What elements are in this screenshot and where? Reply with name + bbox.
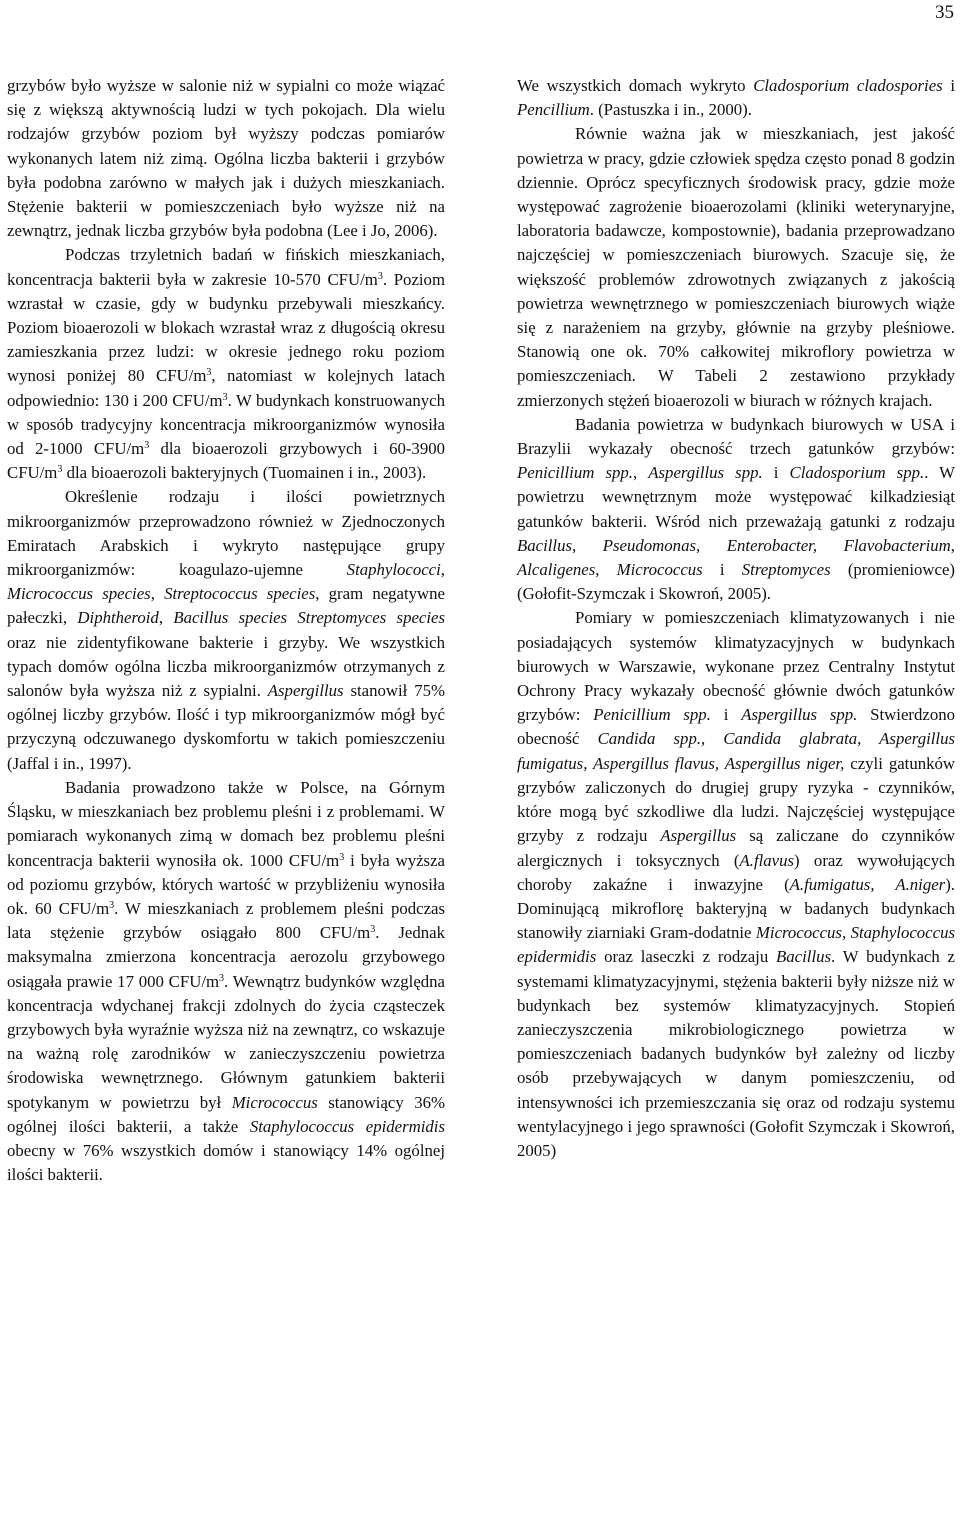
superscript: 3	[219, 972, 225, 984]
right-column	[517, 74, 955, 1163]
paragraph: Równie ważna jak w mieszkaniach, jest jakość powietrza w pracy, gdzie człowiek spędza często ponad 8 godzin dziennie. Oprócz specyficznych środowisk pracy, gdzie może występować zagrożenie bioaerozolami (kliniki weterynaryjne, laboratoria badawcze, kompostownie), badania przeprowadzano najczęściej w pomieszczeniach biurowych. Szacuje się, że większość problemów zdrowotnych związanych z jakością powietrza wewnętrznego w pomieszczeniach biurowych wiąże się z narażeniem na grzyby, głównie na grzyby pleśniowe. Stanowią one ok. 70% całkowitej mikroflory powietrza w pomieszczeniach. W Tabeli 2 zestawiono przykłady zmierzonych stężeń bioaerozoli w biurach w różnych krajach.	[517, 124, 955, 410]
superscript: 3	[109, 899, 115, 911]
italic-term: Bacillus species Streptomyces species	[173, 608, 445, 628]
italic-term: Cladosporium cladospories	[753, 76, 943, 95]
italic-term: Candida spp.	[597, 729, 702, 749]
italic-term: Staphylococci	[346, 560, 441, 580]
italic-term: Bacillus	[776, 947, 832, 967]
paragraph: We wszystkich domach wykryto Cladosporium cladospories i Pencillium. (Pastuszka i in., 2000).	[517, 76, 955, 120]
italic-term: Aspergillus spp.	[741, 705, 858, 725]
paragraph: Określenie rodzaju i ilości powietrznych mikroorganizmów przeprowadzono również w Zjednoczonych Emiratach Arabskich i wykryto następujące grupy mikroorganizmów: koagulazo-ujemne Staphylococci, Micrococcus species, Streptococcus species, gram negatywne pałeczki, Diphtheroid, Bacillus species Streptomyces species oraz nie zidentyfikowane bakterie i grzyby. We wszystkich typach domów ogólna liczba mikroorganizmów otrzymanych z salonów była wyższa niż z sypialni. Aspergillus stanowił 75% ogólnej liczby grzybów. Ilość i typ mikroorganizmów mógł być przyczyną odczuwanego dyskomfortu w takich pomieszczeniu (Jaffal i in., 1997).	[7, 487, 446, 773]
superscript: 3	[222, 391, 228, 403]
italic-term: Penicillium spp.	[517, 463, 633, 483]
superscript: 3	[144, 440, 150, 452]
superscript: 3	[377, 270, 383, 282]
italic-term: Streptomyces	[741, 560, 831, 580]
superscript: 3	[370, 924, 376, 936]
paragraph: Badania powietrza w budynkach biurowych w USA i Brazylii wykazały obecność trzech gatunków grzybów: Penicillium spp., Aspergillus spp. i Cladosporium spp.. W powietrzu wewnętrznym może występować kilkadziesiąt gatunków bakterii. Wśród nich przeważają gatunki z rodzaju Bacillus, Pseudomonas, Enterobacter, Flavobacterium, Alcaligenes, Micrococcus i Streptomyces (promieniowce) (Gołofit-Szymczak i Skowroń, 2005).	[517, 414, 956, 604]
italic-term: Aspergillus spp.	[648, 463, 763, 483]
left-column	[7, 74, 445, 1187]
paragraph: grzybów było wyższe w salonie niż w sypialni co może wiązać się z większą aktywnością ludzi w tych pokojach. Dla wielu rodzajów grzybów poziom był wyższy podczas pomiarów wykonanych latem niż zimą. Ogólna liczba bakterii i grzybów była podobna zarówno w małych jak i dużych mieszkaniach. Stężenie bakterii w pomieszczeniach było wyższe niż na zewnątrz, jednak liczba grzybów była podobna (Lee i Jo, 2006).	[7, 76, 445, 241]
italic-term: Micrococcus, Staphylococcus epidermidis	[517, 923, 956, 967]
superscript: 3	[339, 851, 345, 863]
paragraph: Badania prowadzono także w Polsce, na Górnym Śląsku, w mieszkaniach bez problemu pleśni i z problemami. W pomiarach wykonanych zimą w domach bez problemu pleśni koncentracja bakterii wynosiła ok. 1000 CFU/$m^3$ i była wyższa od poziomu grzybów, których wartość w przybliżeniu wynosiła ok. 60 CFU/$m^3$. W mieszkaniach z problemem pleśni podczas lata stężenie grzybów osiągało 800 CFU/$m^3$. Jednak maksymalna zmierzona koncentracja aerozolu grzybowego osiągała prawie 17 000 CFU/$m^3$. Wewnątrz budynków względna koncentracja wdychanej frakcji zdolnych do życia cząsteczek grzybowych była wyraźnie wyższa niż na zewnątrz, co wskazuje na ważną rolę zarodników w zanieczyszczeniu powietrza środowiska wewnętrznego. Głównym gatunkiem bakterii spotykanym w powietrzu był Micrococcus stanowiący 36% ogólnej ilości bakterii, a także Staphylococcus epidermidis obecny w 76% wszystkich domów i stanowiący 14% ogólnej ilości bakterii.	[7, 777, 446, 1185]
paragraph: Pomiary w pomieszczeniach klimatyzowanych i nie posiadających systemów klimatyzacyjnych w budynkach biurowych w Warszawie, wykonane przez Centralny Instytut Ochrony Pracy wykazały obecność głównie dwóch gatunków grzybów: Penicillium spp. i Aspergillus spp. Stwierdzono obecność Candida spp., Candida glabrata, Aspergillus fumigatus, Aspergillus flavus, Aspergillus niger, czyli gatunków grzybów zaliczonych do drugiej grupy ryzyka - czynników, które mogą być szkodliwe dla ludzi. Najczęściej występujące grzyby z rodzaju Aspergillus są zaliczane do czynników alergicznych i toksycznych (A.flavus) oraz wywołujących choroby zakaźne i inwazyjne (A.fumigatus, A.niger). Dominującą mikroflorę bakteryjną w badanych budynkach stanowiły ziarniaki Gram-dodatnie Micrococcus, Staphylococcus epidermidis oraz laseczki z rodzaju Bacillus. W budynkach z systemami klimatyzacyjnymi, stężenia bakterii były niższe niż w budynkach bez systemów klimatyzacyjnych. Stopień zanieczyszczenia mikrobiologicznego powietrza w pomieszczeniach badanych budynków był zależny od liczby osób przebywających w danym pomieszczeniu, od intensywności ich przemieszczania się oraz od rodzaju systemu wentylacyjnego i jego sprawności (Gołofit Szymczak i Skowroń, 2005)	[517, 608, 956, 1160]
italic-term: Streptococcus species	[164, 584, 316, 604]
italic-term: Alcaligenes, Micrococcus	[517, 560, 703, 580]
italic-term: A.flavus	[739, 850, 795, 870]
superscript: 3	[57, 464, 63, 476]
italic-term: Aspergillus	[660, 826, 737, 846]
italic-term: Cladosporium spp.	[789, 463, 925, 483]
italic-term: A.fumigatus, A.niger	[789, 874, 946, 894]
italic-term: Candida glabrata, Aspergillus fumigatus, Aspergillus flavus, Aspergillus niger,	[517, 729, 956, 773]
italic-term: Penicillium spp.	[593, 705, 711, 725]
italic-term: Staphylococcus epidermidis	[249, 1116, 445, 1136]
paragraph: Podczas trzyletnich badań w fińskich mieszkaniach, koncentracja bakterii była w zakresie 10-570 CFU/$m^3$. Poziom wzrastał w czasie, gdy w budynku przebywali mieszkańcy. Poziom bioaerozoli w blokach wzrastał wraz z długością okresu zamieszkania przez ludzi: w okresie jednego roku poziom wynosi poniżej 80 CFU/$m^3$, natomiast w kolejnych latach odpowiednio: 130 i 200 CFU/$m^3$. W budynkach konstruowanych w sposób tradycyjny koncentracja mikroorganizmów wynosiła od 2-1000 CFU/$m^3$ dla bioaerozoli grzybowych i 60-3900 CFU/$m^3$ dla bioaerozoli bakteryjnych (Tuomainen i in., 2003).	[7, 245, 445, 483]
italic-term: Micrococcus	[231, 1092, 318, 1112]
italic-term: Micrococcus species	[7, 584, 151, 604]
superscript: 3	[206, 367, 212, 379]
italic-term: Pencillium	[517, 100, 590, 120]
italic-term: Diphtheroid	[77, 608, 159, 628]
page-number: 35	[935, 2, 954, 23]
italic-term: Aspergillus	[267, 681, 344, 701]
italic-term: Bacillus, Pseudomonas, Enterobacter, Flavobacterium	[517, 535, 951, 555]
